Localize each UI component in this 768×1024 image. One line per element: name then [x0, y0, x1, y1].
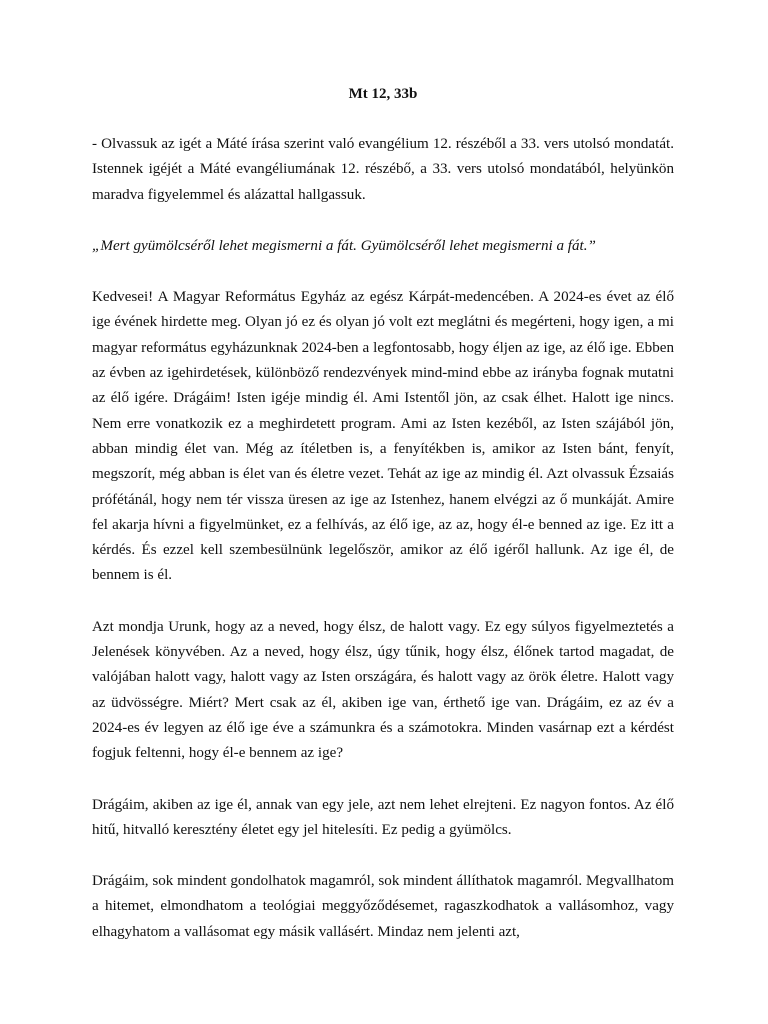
- document-title: Mt 12, 33b: [348, 86, 418, 102]
- intro-paragraph: - Olvassuk az igét a Máté írása szerint való evangélium 12. részéből a 33. vers utolsó mondatát. Istennek igéjét a Máté evangéliumának 12. részébő, a 33. vers utolsó mondatából, helyünkön maradva figyelemmel és alázattal hallgassuk.: [92, 136, 674, 203]
- body-paragraph: Azt mondja Urunk, hogy az a neved, hogy élsz, de halott vagy. Ez egy súlyos figyelmeztetés a Jelenések könyvében. Az a neved, hogy élsz, úgy tűnik, hogy élsz, élőnek tartod magadat, de valójában halott vagy, halott vagy az Isten országára, és halott vagy az örök életre. Halott vagy az üdvösségre. Miért? Mert csak az él, akiben ige van, érthető ige van. Drágáim, ez az év a 2024-es év legyen az élő ige éve a számunkra és a számotokra. Minden vasárnap ezt a kérdést fogjuk feltenni, hogy él-e bennem az ige?: [92, 618, 674, 762]
- scripture-quote: „Mert gyümölcséről lehet megismerni a fát. Gyümölcséről lehet megismerni a fát.”: [92, 237, 596, 254]
- document-page: [92, 82, 674, 971]
- body-paragraph: Drágáim, akiben az ige él, annak van egy jele, azt nem lehet elrejteni. Ez nagyon fontos. Az élő hitű, hitvalló keresztény életet egy jel hitelesíti. Ez pedig a gyümölcs.: [92, 796, 674, 838]
- body-paragraph: Drágáim, sok mindent gondolhatok magamról, sok mindent állíthatok magamról. Megvallhatom a hitemet, elmondhatom a teológiai meggyőződésemet, ragaszkodhatok a vallásomhoz, vagy elhagyhatom a vallásomat egy másik vallásért. Mindaz nem jelenti azt,: [92, 873, 674, 940]
- body-paragraph: Kedvesei! A Magyar Református Egyház az egész Kárpát-medencében. A 2024-es évet az élő ige évének hirdette meg. Olyan jó ez és olyan jó volt ezt meglátni és megérteni, hogy igen, a mi magyar református egyházunknak 2024-ben a legfontosabb, hogy éljen az ige, az élő ige. Ebben az évben az igehirdetések, különböző rendezvények mind-mind ebbe az irányba fognak mutatni az élő igére. Drágáim! Isten igéje mindig él. Ami Istentől jön, az csak élhet. Halott ige nincs. Nem erre vonatkozik ez a meghirdetett program. Ami az Isten kezéből, az Isten szájából jön, abban mindig élet van. Még az ítéletben is, a fenyítékben is, amikor az Isten bánt, fenyít, megszorít, még abban is élet van és életre vezet. Tehát az ige az mindig él. Azt olvassuk Ézsaiás prófétánál, hogy nem tér vissza üresen az ige az Istenhez, hanem elvégzi az ő munkáját. Amire fel akarja hívni a figyelmünket, ez a felhívás, az élő ige, az az, hogy él-e benned az ige. Ez itt a kérdés. És ezzel kell szembesülnünk legelőször, amikor az élő igéről hallunk. Az ige él, de bennem is él.: [92, 289, 674, 584]
